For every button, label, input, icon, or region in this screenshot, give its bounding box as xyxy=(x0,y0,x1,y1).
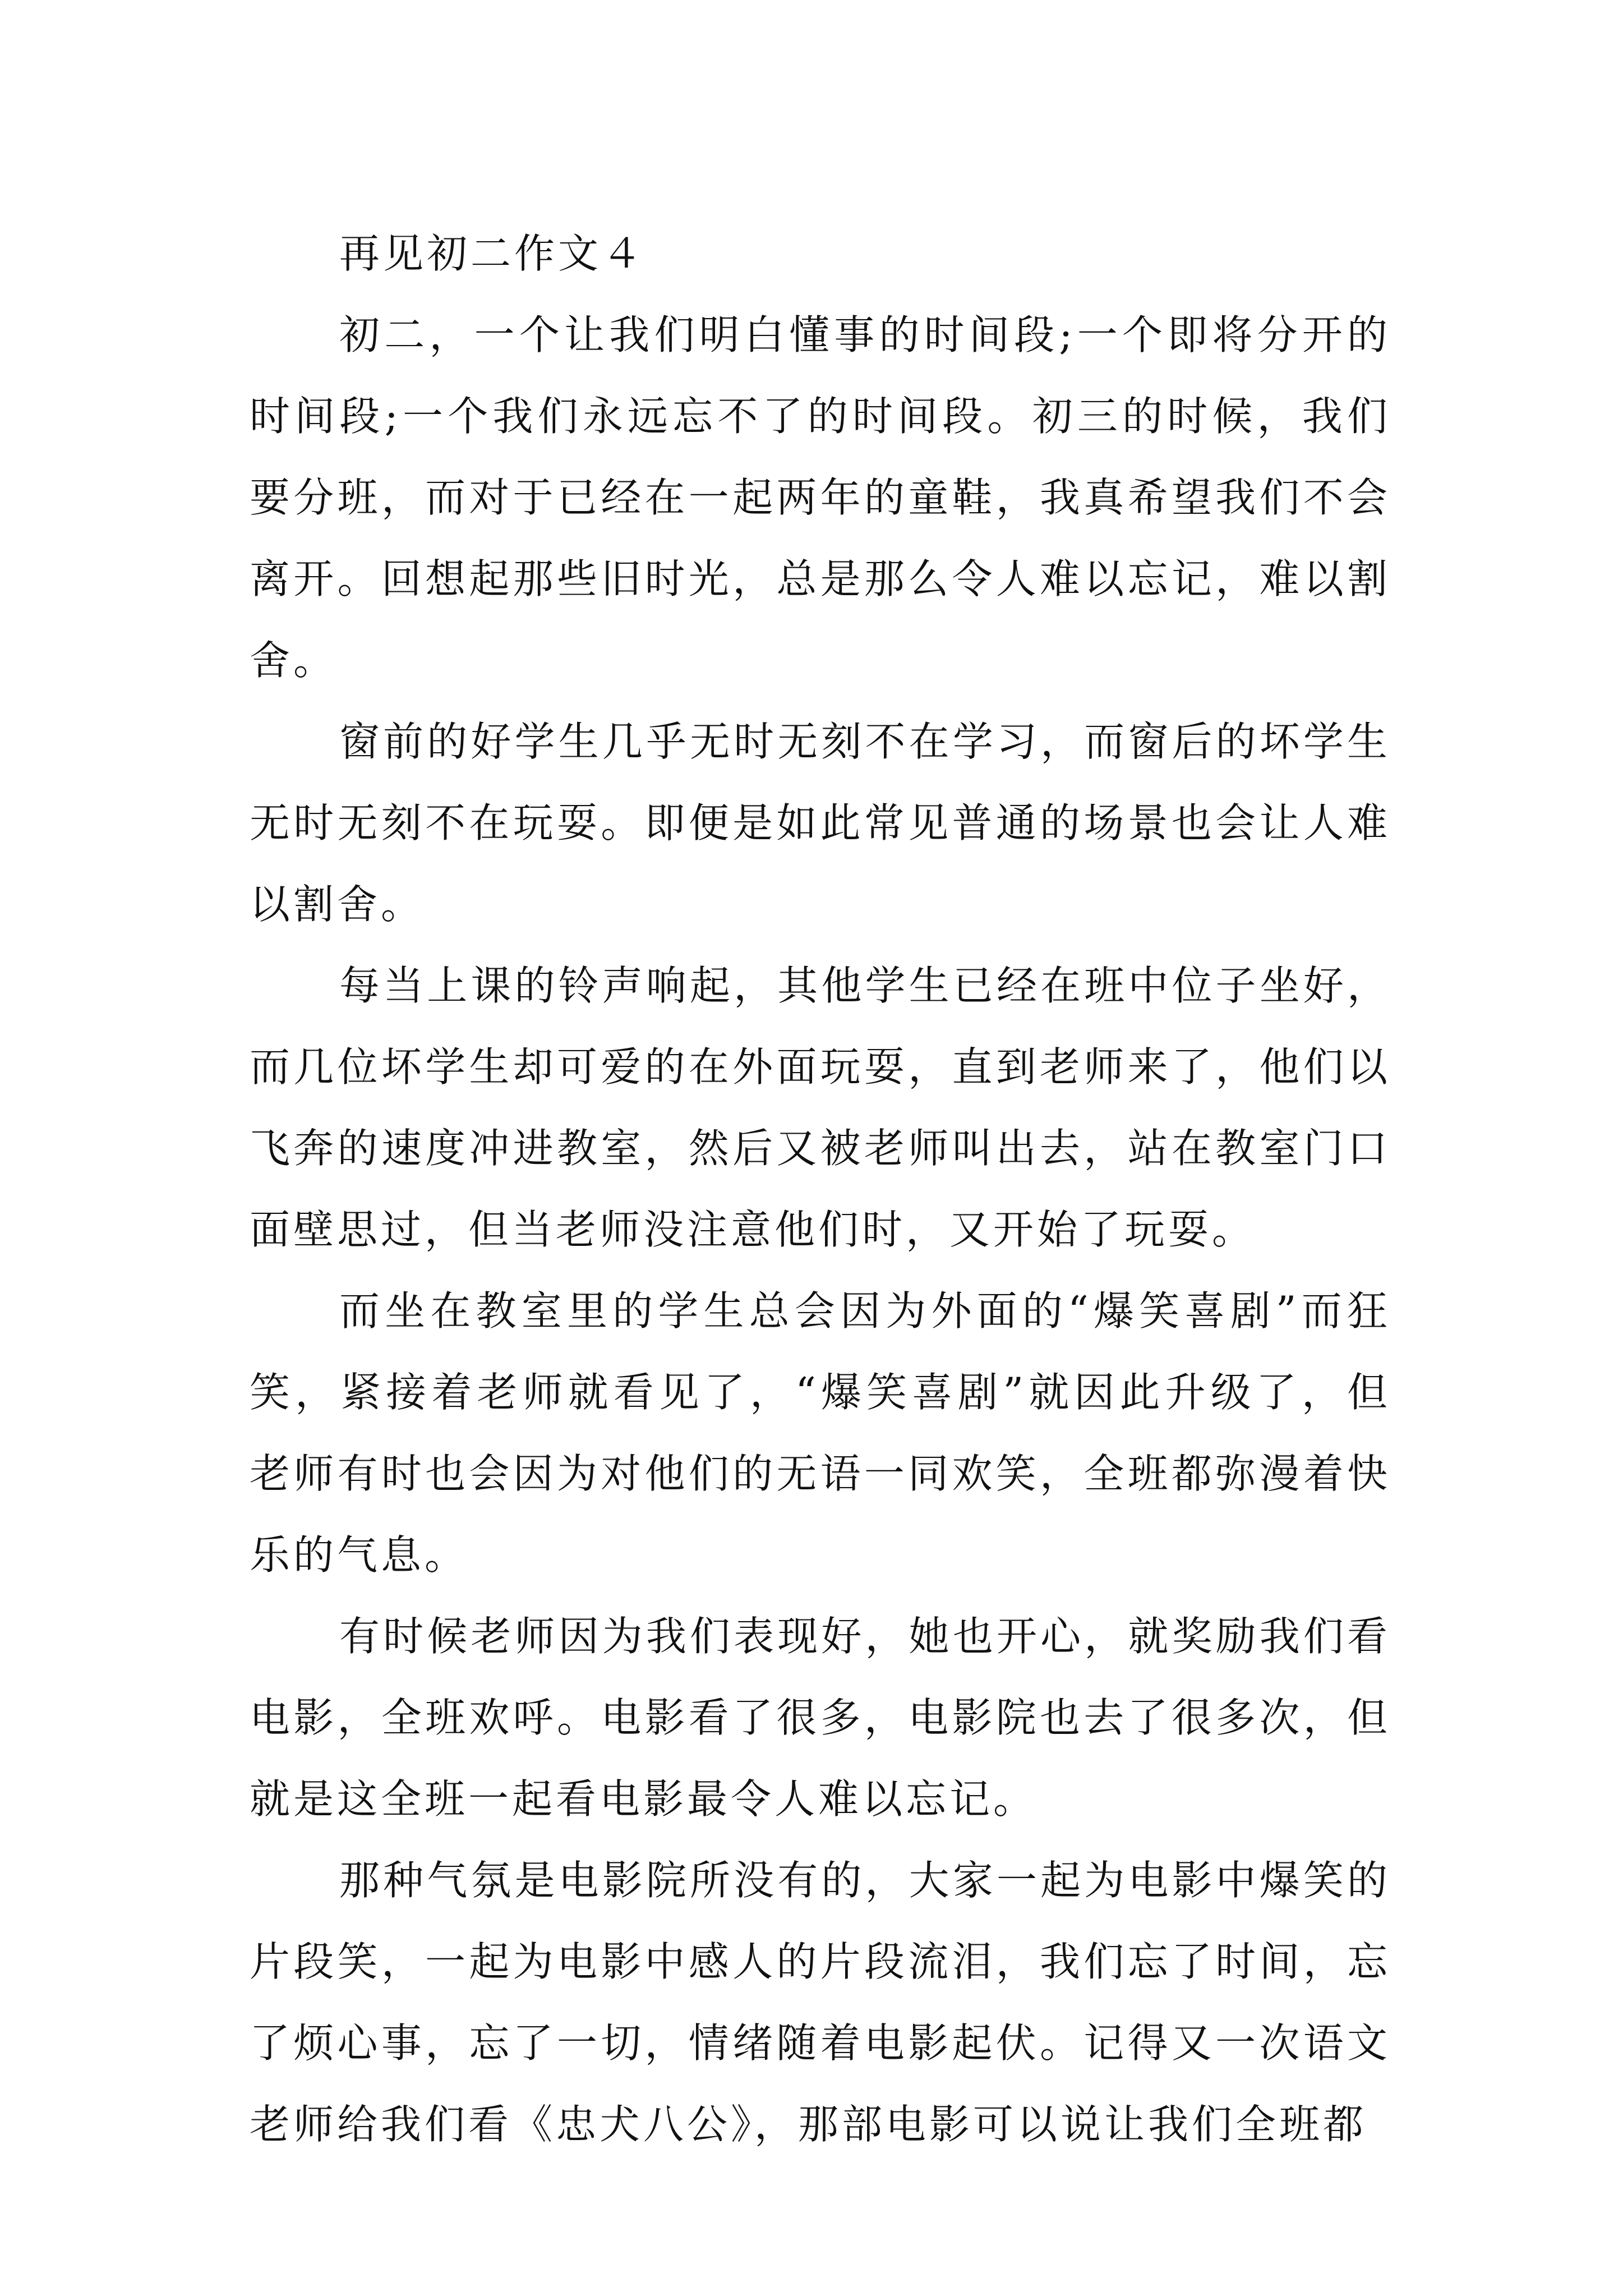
paragraph-4: 而坐在教室里的学生总会因为外面的“爆笑喜剧”而狂笑，紧接着老师就看见了，“爆笑喜剧”就因此升级了，但老师有时也会因为对他们的无语一同欢笑，全班都弥漫着快乐的气息。 xyxy=(250,1287,1391,1579)
paragraph-3: 每当上课的铃声响起，其他学生已经在班中位子坐好，而几位坏学生却可爱的在外面玩耍，直到老师来了，他们以飞奔的速度冲进教室，然后又被老师叫出去，站在教室门口面壁思过，但当老师没注意他们时，又开始了玩耍。 xyxy=(250,962,1391,1253)
paragraph-1: 初二，一个让我们明白懂事的时间段;一个即将分开的时间段;一个我们永远忘不了的时间段。初三的时候，我们要分班，而对于已经在一起两年的童鞋，我真希望我们不会离开。回想起那些旧时光，总是那么令人难以忘记，难以割舍。 xyxy=(250,311,1391,684)
document-body xyxy=(250,213,1391,2165)
document-title: 再见初二作文４ xyxy=(339,230,646,277)
paragraph-5: 有时候老师因为我们表现好，她也开心，就奖励我们看电影，全班欢呼。电影看了很多，电影院也去了很多次，但就是这全班一起看电影最令人难以忘记。 xyxy=(250,1613,1391,1823)
paragraph-6: 那种气氛是电影院所没有的，大家一起为电影中爆笑的片段笑，一起为电影中感人的片段流泪，我们忘了时间，忘了烦心事，忘了一切，情绪随着电影起伏。记得又一次语文老师给我们看《忠犬八公》，那部电影可以说让我们全班都 xyxy=(250,1857,1391,2148)
paragraph-2: 窗前的好学生几乎无时无刻不在学习，而窗后的坏学生无时无刻不在玩耍。即便是如此常见普通的场景也会让人难以割舍。 xyxy=(250,718,1391,928)
